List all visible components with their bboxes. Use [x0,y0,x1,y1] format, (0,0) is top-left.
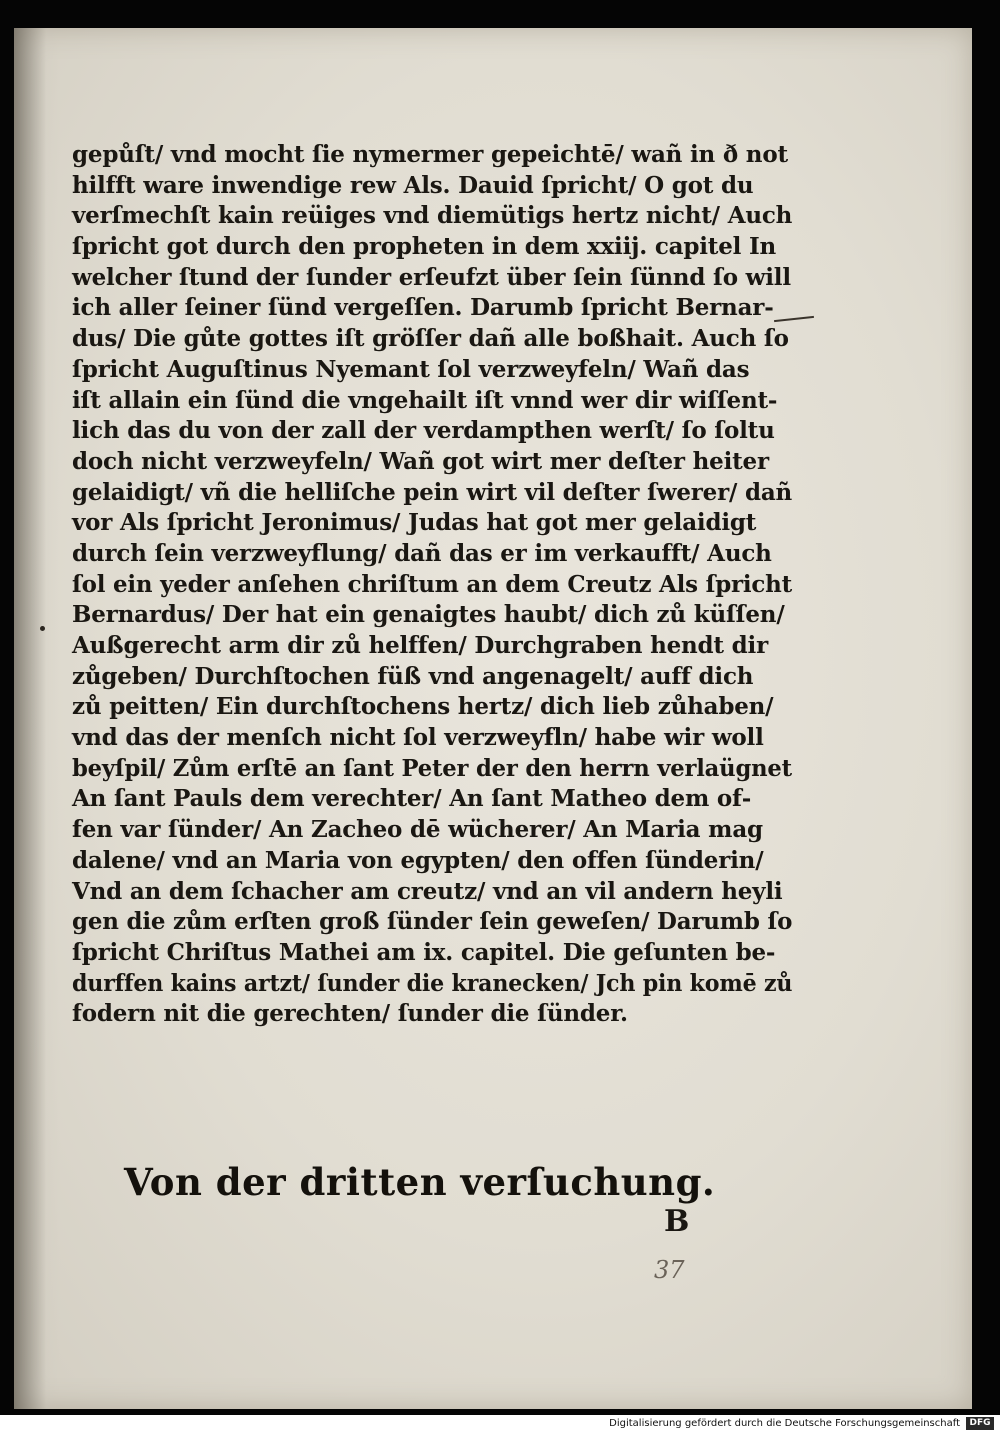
text-line: zůgeben/ Durchſtochen füß vnd angenagelt/ auff dich [72,662,754,690]
folio-number: 37 [654,1256,685,1284]
text-line: Vnd an dem ſchacher am creutz/ vnd an vil andern heyli [72,877,783,905]
text-line: gepůſt/ vnd mocht ſie nymermer gepeichtē/ wañ in ð not [72,141,788,168]
text-line: An ſant Pauls dem verechter/ An ſant Matheo dem of‑ [72,785,752,813]
text-line: ſol ein yeder anſehen chriſtum an dem Creutz Als ſpricht [72,570,793,598]
text-line: fodern nit die gerechten/ ſunder die ſünder. [72,1000,628,1028]
text-line: verſmechſt kain reüiges vnd diemütigs hertz nicht/ Auch [72,202,793,230]
text-line: zů peitten/ Ein durchſtochens hertz/ dich lieb zůhaben/ [72,693,774,721]
text-line: durffen kains artzt/ ſunder die kranecken/ Jch pin komē zů [72,969,793,997]
text-line: Bernardus/ Der hat ein genaigtes haubt/ dich zů küſſen/ [72,601,785,629]
text-line: ſpricht Chriſtus Mathei am ix. capitel. Die geſunten be‑ [72,938,776,966]
page-gutter-shadow [14,28,60,1409]
text-line: ſpricht got durch den propheten in dem xxiij. capitel In [72,233,777,261]
text-line: dalene/ vnd an Maria von egypten/ den offen ſünderin/ [72,846,764,874]
signature-mark: B [664,1204,690,1239]
text-line: durch ſein verzweyflung/ dañ das er im verkaufft/ Auch [72,539,772,567]
book-page [14,28,972,1409]
funding-credit: Digitalisierung gefördert durch die Deutsche Forschungsgemeinschaft [609,1418,960,1429]
section-heading: Von der dritten verſuchung. [124,1160,716,1204]
text-line: fen var ſünder/ An Zacheo dē wücherer/ An Maria mag [72,816,763,844]
text-line: ſpricht Auguſtinus Nyemant ſol verzweyfeln/ Wañ das [72,355,750,383]
text-line: iſt allain ein ſünd die vngehailt iſt vnnd wer dir wiſſent‑ [72,386,778,414]
text-line: dus/ Die gůte gottes iſt gröſſer dañ alle boßhait. Auch ſo [72,325,789,353]
dfg-logo-icon: DFG [966,1417,994,1430]
text-line: gelaidigt/ vñ die helliſche pein wirt vil deſter ſwerer/ dañ [72,478,793,506]
text-line: vnd das der menſch nicht ſol verzweyfln/ habe wir woll [72,724,764,752]
text-line: vor Als ſpricht Jeronimus/ Judas hat got mer gelaidigt [72,509,757,537]
text-line: Außgerecht arm dir zů helffen/ Durchgraben hendt dir [72,632,768,659]
text-line: ich aller ſeiner ſünd vergeſſen. Darumb ſpricht Bernar‑ [72,294,774,322]
text-line: lich das du von der zall der verdampthen werſt/ ſo ſoltu [72,417,775,445]
text-line: hilfft ware inwendige rew Als. Dauid ſpricht/ O got du [72,171,754,199]
body-text [72,140,792,1030]
text-line: doch nicht verzweyfeln/ Wañ got wirt mer deſter heiter [72,447,769,475]
text-line: beyſpil/ Zům erſtē an ſant Peter der den herrn verlaügnet [72,754,792,782]
ink-spot [40,626,45,631]
text-line: gen die zům erſten groß ſünder ſein geweſen/ Darumb ſo [72,908,793,936]
text-line: welcher ſtund der ſunder erſeufzt über ſein ſünnd ſo will [72,263,791,291]
